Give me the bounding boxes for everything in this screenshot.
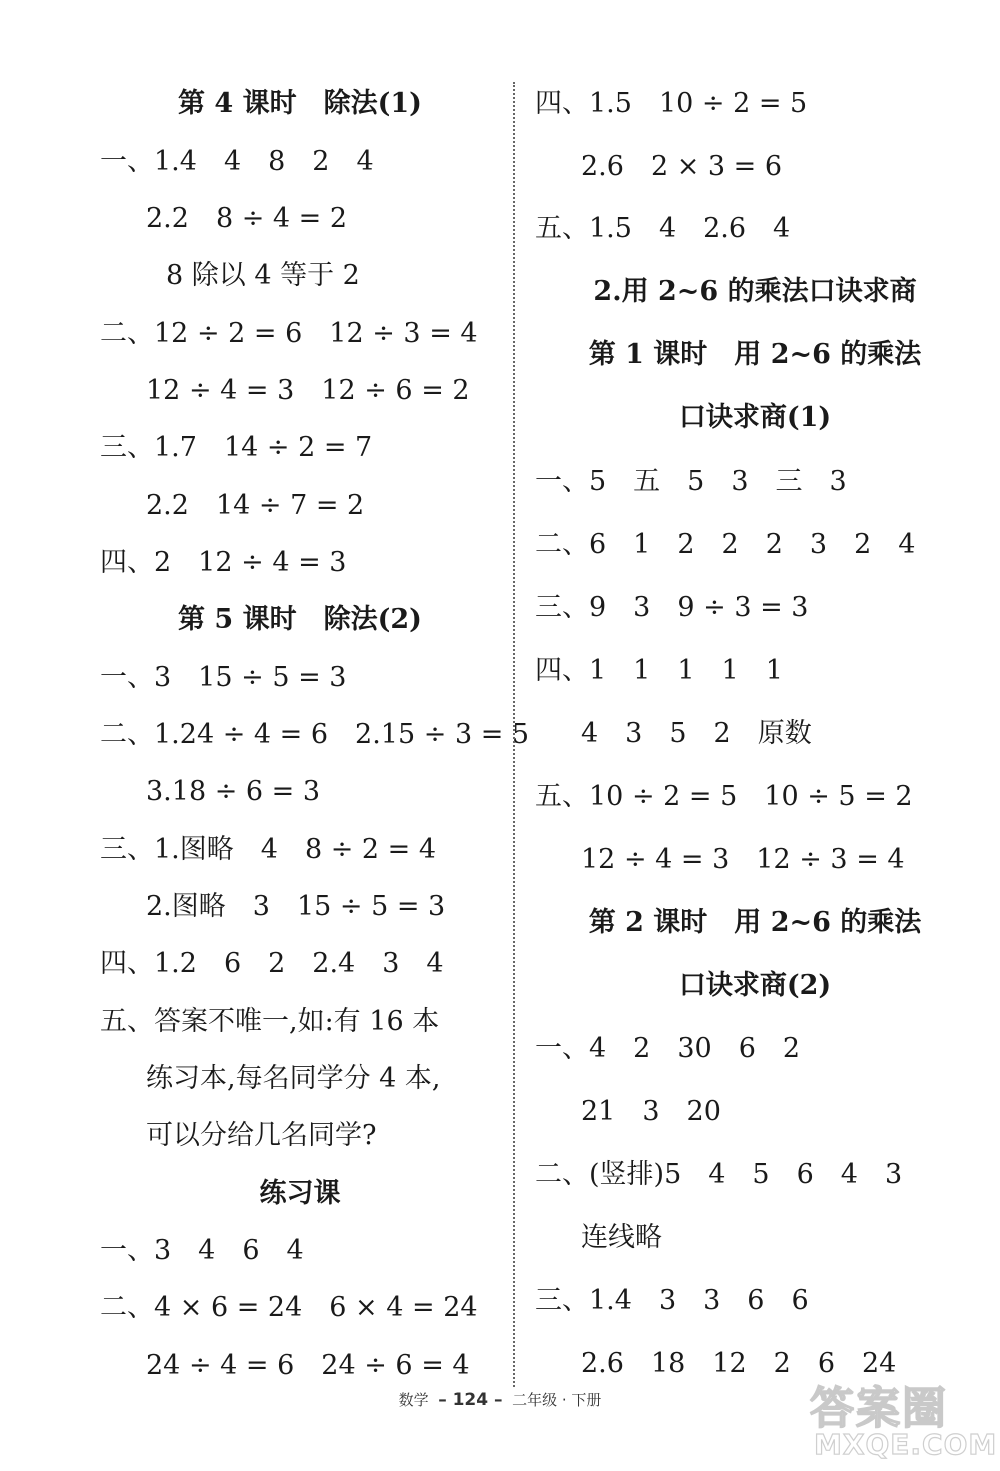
- answer-line: 2.6 18 12 2 6 24: [581, 1348, 897, 1379]
- answer-line: 三、9 3 9 ÷ 3 = 3: [535, 592, 809, 623]
- answer-line: 8 除以 4 等于 2: [166, 260, 360, 291]
- section-heading: 练习课: [259, 1178, 341, 1209]
- section-heading: 第 1 课时 用 2~6 的乘法: [588, 339, 922, 370]
- chapter-heading: 2.用 2~6 的乘法口诀求商: [593, 276, 917, 307]
- footer-grade: 二年级 · 下册: [512, 1391, 602, 1409]
- answer-line: 一、3 4 6 4: [100, 1235, 304, 1266]
- answer-line: 12 ÷ 4 = 3 12 ÷ 6 = 2: [146, 375, 470, 406]
- answer-line: 四、1.2 6 2 2.4 3 4: [100, 948, 444, 979]
- answer-line: 24 ÷ 4 = 6 24 ÷ 6 = 4: [146, 1350, 470, 1381]
- answer-line: 2.2 14 ÷ 7 = 2: [146, 490, 365, 521]
- watermark-url: MXQE.COM: [814, 1428, 998, 1461]
- answer-line: 2.6 2 × 3 = 6: [581, 151, 783, 182]
- answer-line: 二、4 × 6 = 24 6 × 4 = 24: [100, 1292, 478, 1323]
- answer-line: 一、5 五 5 3 三 3: [535, 466, 847, 497]
- answer-line: 一、1.4 4 8 2 4: [100, 146, 374, 177]
- answer-line: 连线略: [581, 1222, 662, 1253]
- answer-line: 四、2 12 ÷ 4 = 3: [100, 547, 347, 578]
- answer-line: 练习本,每名同学分 4 本,: [146, 1063, 441, 1094]
- answer-line: 4 3 5 2 原数: [581, 718, 812, 749]
- answer-line: 12 ÷ 4 = 3 12 ÷ 3 = 4: [581, 844, 905, 875]
- section-heading: 口诀求商(1): [678, 402, 832, 433]
- answer-line: 三、1.7 14 ÷ 2 = 7: [100, 432, 373, 463]
- answer-line: 三、1.图略 4 8 ÷ 2 = 4: [100, 834, 437, 865]
- footer-subject: 数学: [398, 1391, 429, 1409]
- answer-line: 2.图略 3 15 ÷ 5 = 3: [146, 891, 446, 922]
- answer-line: 3.18 ÷ 6 = 3: [146, 776, 321, 807]
- answer-line: 五、答案不唯一,如:有 16 本: [100, 1006, 440, 1037]
- section-heading: 第 5 课时 除法(2): [178, 604, 422, 635]
- answer-line: 二、(竖排)5 4 5 6 4 3: [535, 1159, 903, 1190]
- answer-line: 2.2 8 ÷ 4 = 2: [146, 203, 348, 234]
- answer-line: 二、6 1 2 2 2 3 2 4: [535, 529, 916, 560]
- watermark-logo: 答案圈: [810, 1383, 948, 1434]
- answer-line: 五、10 ÷ 2 = 5 10 ÷ 5 = 2: [535, 781, 913, 812]
- answer-line: 四、1.5 10 ÷ 2 = 5: [535, 88, 808, 119]
- answer-line: 四、1 1 1 1 1: [535, 655, 783, 686]
- answer-line: 一、3 15 ÷ 5 = 3: [100, 662, 347, 693]
- answer-line: 一、4 2 30 6 2: [535, 1033, 801, 1064]
- answer-line: 二、12 ÷ 2 = 6 12 ÷ 3 = 4: [100, 318, 478, 349]
- answer-line: 21 3 20: [581, 1096, 721, 1127]
- answer-line: 二、1.24 ÷ 4 = 6 2.15 ÷ 3 = 5: [100, 719, 530, 750]
- watermark: [810, 1372, 998, 1467]
- page-number: – 124 –: [438, 1390, 503, 1410]
- answer-line: 五、1.5 4 2.6 4: [535, 213, 791, 244]
- section-heading: 第 4 课时 除法(1): [178, 88, 422, 119]
- section-heading: 口诀求商(2): [678, 970, 832, 1001]
- section-heading: 第 2 课时 用 2~6 的乘法: [588, 907, 922, 938]
- answer-line: 可以分给几名同学?: [146, 1120, 377, 1151]
- answer-line: 三、1.4 3 3 6 6: [535, 1285, 809, 1316]
- column-divider: [513, 82, 515, 1387]
